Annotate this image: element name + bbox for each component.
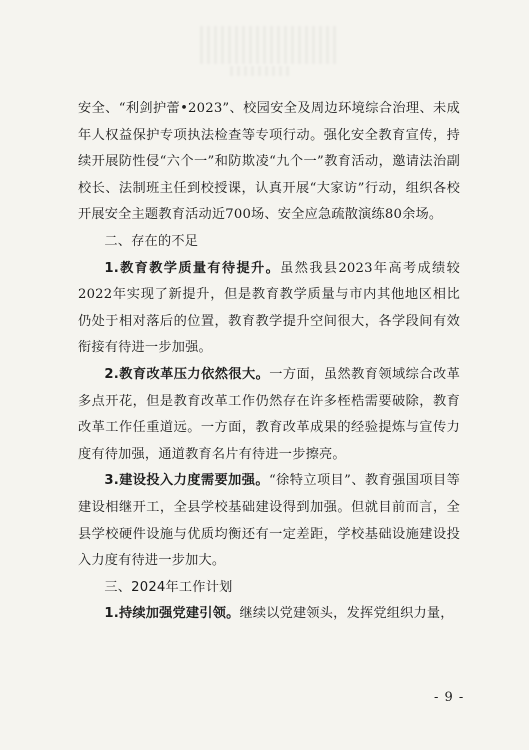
page-number: - 9 - (434, 690, 465, 705)
item-text: 一方面，虽然教育领域综合改革多点开花，但是教育改革工作仍然存在许多桎梏需要破除，教育改革工作任重道远。一方面，教育改革成果的经验提炼与宣传力度有待加强，通道教育名片有待进一步擦亮。 (78, 366, 460, 462)
item-text: “徐特立项目”、教育强国项目等建设相继开工，全县学校基础建设得到加强。但就目前而言，全县学校硬件设施与优质均衡还有一定差距，学校基础设施建设投入力度有待进一步加大。 (78, 473, 460, 569)
item-text: 继续以党建领头，发挥党组织力量， (239, 606, 454, 622)
item-heading: 1.持续加强党建引领。 (104, 606, 240, 622)
item-heading: 1.教育教学质量有待提升。 (104, 260, 281, 276)
paragraph-item (78, 362, 460, 468)
item-heading: 3.建设投入力度需要加强。 (104, 473, 269, 489)
paragraph-item (78, 468, 460, 574)
bleed-through-mark (200, 26, 340, 64)
item-heading: 2.教育改革压力依然很大。 (104, 366, 270, 382)
paragraph-item (78, 256, 460, 362)
paragraph-safety: 安全、“利剑护蕾•2023”、校园安全及周边环境综合治理、未成年人权益保护专项执法检查等专项行动。强化安全教育宣传，持续开展防性侵“六个一”和防欺凌“九个一”教育活动，邀请法治副校长、法制班主任到校授课，认真开展“大家访”行动，组织各校开展安全主题教育活动近700场、安全应急疏散演练80余场。 (78, 101, 460, 223)
body-text (78, 96, 460, 628)
paragraph-item (78, 601, 460, 628)
item-text: 虽然我县2023年高考成绩较2022年实现了新提升，但是教育教学质量与市内其他地区相比仍处于相对落后的位置，教育教学提升空间很大，各学段间有效衔接有待进一步加强。 (78, 260, 460, 356)
section-heading: 二、存在的不足 (104, 233, 199, 249)
section-heading: 三、2024年工作计划 (104, 579, 233, 595)
bleed-through-mark (230, 66, 290, 76)
